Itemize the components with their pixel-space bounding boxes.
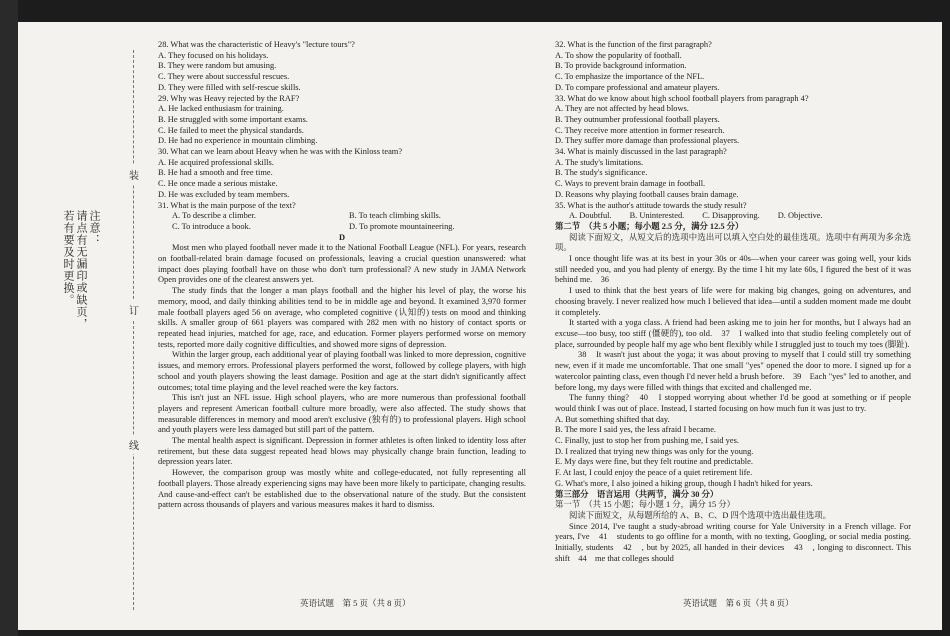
option: B. He struggled with some important exams. — [158, 114, 308, 124]
section-instruction: 阅读下面短文，从短文后的选项中选出可以填入空白处的最佳选项。选项中有两项为多余选项。 — [555, 232, 911, 253]
choice-item: C. Finally, just to stop her from pushing me, I said yes. — [555, 436, 739, 446]
option: C. To introduce a book. — [172, 221, 251, 231]
passage-paragraph: Most men who played football never made it to the National Football League (NFL). For years, research on football-related brain damage focused on professionals, leaving a crucial question unanswered: what impact does playing football have on those who don't turn professional? A new study in JAMA Network Open provides one of the clearest answers yet. — [158, 243, 526, 285]
side-notice — [60, 210, 100, 330]
option: D. They suffer more damage than professional players. — [555, 136, 740, 146]
question-stem: 29. Why was Heavy rejected by the RAF? — [158, 93, 300, 103]
option: A. They focused on his holidays. — [158, 50, 269, 60]
section-heading: 第三部分 语言运用（共两节，满分 30 分） — [555, 489, 719, 499]
passage-paragraph: Since 2014, I've taught a study-abroad writing course for Yale University in a French village. For years, I've 41 students to go offline for a month, with no texting, Googling, or social media posting. Initially, students 42 , but by 2025, all handed in their devices 43 , longing to disconnect. This shift 44 me that colleges should — [555, 521, 911, 563]
passage-paragraph: This isn't just an NFL issue. High school players, who are more numerous than professional football players and represent American football culture more broadly, were also affected. The study shows that measurable differences in memory and mood aren't exclusive (独有的) to professional players. High school and youth players were less damaged but still part of the pattern. — [158, 393, 526, 435]
choice-item: B. The more I said yes, the less afraid I became. — [555, 425, 717, 435]
question-stem: 30. What can we learn about Heavy when he was with the Kinloss team? — [158, 147, 403, 157]
option: C. He once made a serious mistake. — [158, 179, 278, 189]
right-column — [555, 40, 911, 564]
passage-paragraph: 38 It wasn't just about the yoga; it was about proving to myself that I could still try something new, even if it made me uncomfortable. That one small "yes" opened the door to more. I signed up for a watercolor painting class, even though I'd never held a brush before. 39 Each "yes" led to another, and before long, my days were filled with things that excited and challenged me. — [555, 350, 911, 392]
question-stem: 34. What is mainly discussed in the last paragraph? — [555, 147, 727, 157]
side-notice-line: 若有要及时更换。 — [62, 210, 74, 306]
choice-item: E. My days were fine, but they felt routine and predictable. — [555, 457, 753, 467]
option: D. He had no experience in mountain climbing. — [158, 136, 318, 146]
question-31 — [158, 201, 526, 233]
page-footer: 英语试题 第 5 页（共 8 页） — [300, 598, 411, 608]
side-notice-line: 注意： — [88, 210, 100, 246]
choice-item: F. At last, I could enjoy the peace of a quiet retirement life. — [555, 468, 753, 478]
option-row — [172, 222, 526, 233]
question-28 — [158, 40, 526, 94]
option: B. To provide background information. — [555, 61, 687, 71]
question-29 — [158, 94, 526, 148]
side-notice-line: 请点有无漏印或缺页， — [75, 210, 87, 330]
passage-paragraph: I used to think that the best years of life were for making big changes, going on adventures, and choosing bravely. I never realized how much I believed that idea—until a sudden moment made me doubt it completely. — [555, 286, 911, 317]
option: B. The study's significance. — [555, 168, 648, 178]
option: D. Objective. — [777, 211, 823, 221]
passage-paragraph: It started with a yoga class. A friend had been asking me to join her for months, but I always had an excuse—too busy, too stiff (僵硬的), too old. 37 I walked into that studio feeling completely out of place, surrounded by people half my age who bent flexibly while I struggled just to touch my toes (脚趾). — [555, 318, 911, 349]
passage-paragraph: The study finds that the longer a man plays football and the higher his level of play, the worse his memory, mood, and daily thinking abilities tend to be in middle age and beyond. It examined 3,970 former male football players aged 56 on average, who completed cognitive (认知的) tests on mood and thinking skills. A smaller group of 661 players was compared with 282 men with no history of contact sports or repeated head injuries, matched for age, race, and education. Former players performed worse on memory tests, reported more daily cognitive difficulties, and showed more signs of depression. — [158, 286, 526, 349]
binding-label-ding: 订 — [129, 300, 139, 319]
section-instruction: 阅读下面短文，从每题所给的 A、B、C、D 四个选项中选出最佳选项。 — [569, 510, 831, 520]
option: D. Reasons why playing football causes brain damage. — [555, 189, 739, 199]
page-footer: 英语试题 第 6 页（共 8 页） — [683, 598, 794, 608]
choice-item: G. What's more, I also joined a hiking group, though I hadn't hiked for years. — [555, 478, 813, 488]
passage-paragraph: I once thought life was at its best in your 30s or 40s—when your career was going well, your kids still needed you, and you had plenty of energy. By the time I hit my late 60s, I figured the best of it was behind me. 36 — [555, 254, 911, 285]
question-32 — [555, 40, 911, 94]
option-row — [172, 211, 526, 222]
option: A. They are not affected by head blows. — [555, 104, 689, 114]
question-35 — [555, 201, 911, 222]
binding-label-zhuang: 装 — [129, 165, 139, 184]
option: A. To show the popularity of football. — [555, 50, 682, 60]
section-heading: D — [338, 232, 346, 242]
option: C. He failed to meet the physical standards. — [158, 125, 304, 135]
left-column — [158, 40, 526, 511]
passage-paragraph: The mental health aspect is significant. Depression in former athletes is often linked to identity loss after retirement, but these data suggest repeated head blows may physically change brain function, leading to depression years later. — [158, 436, 526, 467]
option: C. Disapproving. — [702, 211, 760, 221]
option: D. To promote mountaineering. — [349, 221, 455, 231]
passage-paragraph: However, the comparison group was mostly white and college-educated, not fully representing all football players. Those already experiencing signs may have been more likely to participate, changing results. And cause-and-effect can't be established due to the observational nature of the study. But the consistent pattern across thousands of players and various measures makes it hard to dismiss. — [158, 468, 526, 510]
choice-item: D. I realized that trying new things was only for the young. — [555, 446, 754, 456]
option: A. Doubtful. — [569, 211, 612, 221]
question-stem: 33. What do we know about high school football players from paragraph 4? — [555, 93, 809, 103]
option: A. He acquired professional skills. — [158, 157, 274, 167]
option: B. They were random but amusing. — [158, 61, 277, 71]
binding-line — [133, 50, 134, 610]
option: D. They were filled with self-rescue skills. — [158, 82, 301, 92]
question-34 — [555, 147, 911, 201]
question-33 — [555, 94, 911, 148]
option: C. To emphasize the importance of the NFL. — [555, 72, 705, 82]
question-stem: 28. What was the characteristic of Heavy's "lecture tours"? — [158, 40, 355, 49]
option: B. Uninterested. — [629, 211, 685, 221]
passage-paragraph: Within the larger group, each additional year of playing football was linked to more depression, cognitive issues, and memory errors. Professional players performed the worst, followed by college players, with high school and youth players showing the least damage. Position and age at the start didn't significantly affect outcomes; total time playing and the level reached were the key factors. — [158, 350, 526, 392]
option: C. Ways to prevent brain damage in football. — [555, 179, 706, 189]
passage-paragraph: The funny thing? 40 I stopped worrying about whether I'd be good at something or if people would think I was out of place. Instead, I started focusing on how much fun it was just to try. — [555, 393, 911, 413]
option: C. They receive more attention in former research. — [555, 125, 725, 135]
option-row — [569, 211, 911, 222]
option: A. To describe a climber. — [172, 211, 256, 221]
binding-label-xian: 线 — [129, 435, 139, 454]
section-heading: 第二节 （共 5 小题；每小题 2.5 分，满分 12.5 分） — [555, 221, 744, 231]
section-subheading: 第一节 （共 15 小题；每小题 1 分，满分 15 分） — [555, 500, 736, 510]
option: D. To compare professional and amateur players. — [555, 82, 720, 92]
option: A. The study's limitations. — [555, 157, 644, 167]
question-stem: 31. What is the main purpose of the text? — [158, 200, 296, 210]
question-stem: 35. What is the author's attitude towards the study result? — [555, 200, 747, 210]
option: B. To teach climbing skills. — [349, 211, 441, 221]
scanner-edge — [0, 0, 18, 636]
question-stem: 32. What is the function of the first paragraph? — [555, 40, 712, 49]
option: A. He lacked enthusiasm for training. — [158, 104, 284, 114]
choice-item: A. But something shifted that day. — [555, 414, 670, 424]
option: B. He had a smooth and free time. — [158, 168, 273, 178]
option: B. They outnumber professional football players. — [555, 114, 720, 124]
option: C. They were about successful rescues. — [158, 72, 290, 82]
option: D. He was excluded by team members. — [158, 189, 290, 199]
question-30 — [158, 147, 526, 201]
